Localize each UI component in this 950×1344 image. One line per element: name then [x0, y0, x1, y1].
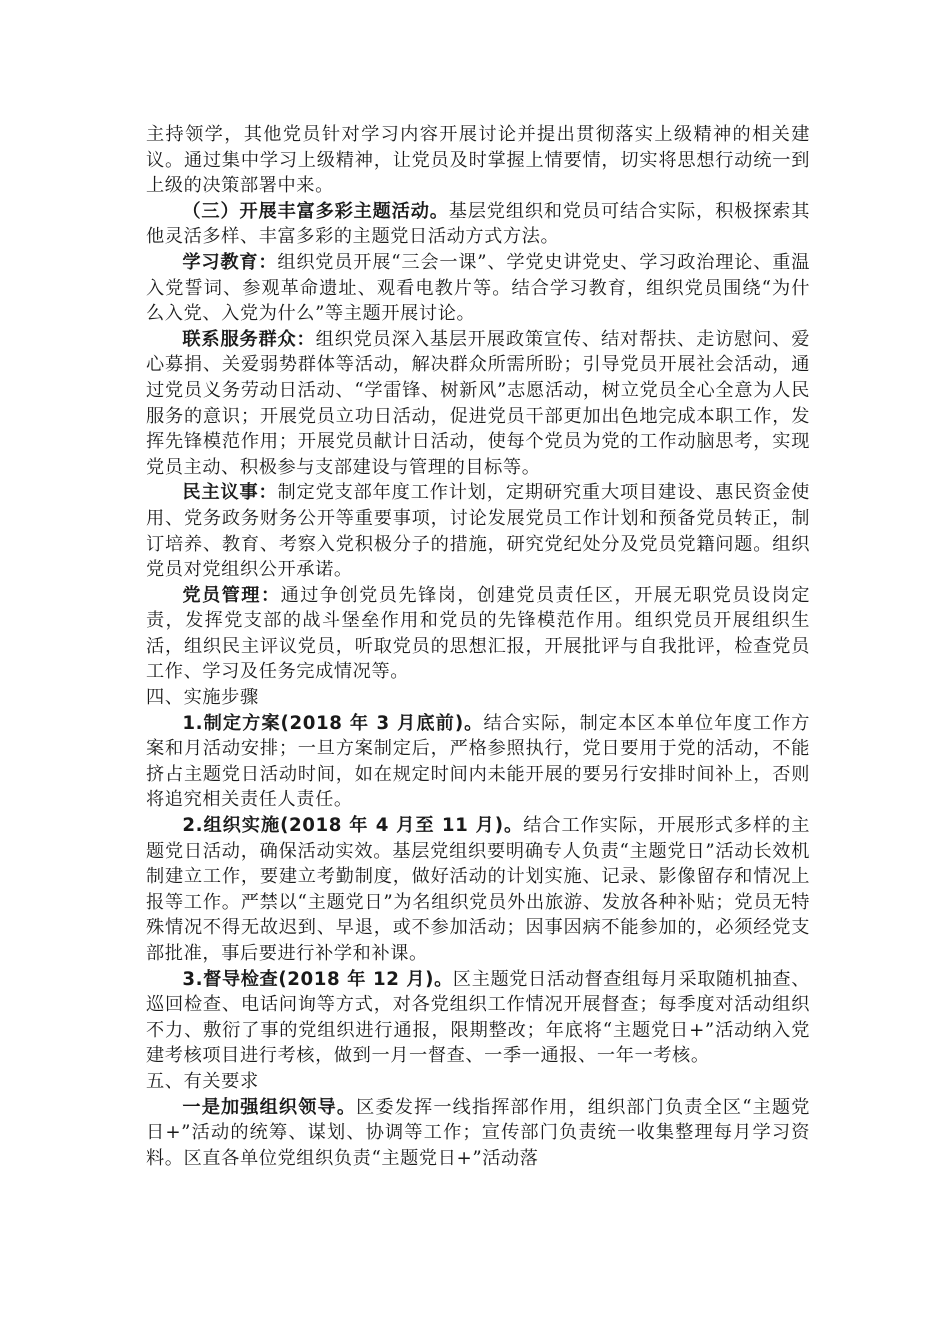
paragraph-lead: 3.督导检查(2018 年 12 月)。: [182, 968, 453, 990]
paragraph-study-education: [146, 250, 810, 327]
paragraph-text: 主持领学，其他党员针对学习内容开展讨论并提出贯彻落实上级精神的相关建议。通过集中学习上级精神，让党员及时掌握上情要情，切实将思想行动统一到上级的决策部署中来。: [146, 124, 810, 197]
paragraph-requirement-leadership: [146, 1095, 810, 1172]
paragraph-lead: （三）开展丰富多彩主题活动。: [182, 200, 449, 222]
paragraph-lead: 党员管理：: [182, 584, 281, 606]
paragraph-text: 通过争创党员先锋岗，创建党员责任区，开展无职党员设岗定责，发挥党支部的战斗堡垒作用和党员的先锋模范作用。组织党员开展组织生活，组织民主评议党员，听取党员的思想汇报，开展批评与自我批评，检查党员工作、学习及任务完成情况等。: [146, 584, 810, 683]
paragraph-serve-masses: [146, 327, 810, 481]
paragraph-step-inspect: [146, 967, 810, 1069]
paragraph-text: 区主题党日活动督查组每月采取随机抽查、巡回检查、电话问询等方式，对各党组织工作情况开展督查；每季度对活动组织不力、敷衍了事的党组织进行通报，限期整改；年底将“主题党日+”活动纳入党建考核项目进行考核，做到一月一督查、一季一通报、一年一考核。: [146, 968, 810, 1067]
document-page: [146, 122, 810, 1171]
section-heading-requirements: 五、有关要求: [146, 1070, 259, 1092]
paragraph-text: 组织党员开展“三会一课”、学党史讲党史、学习政治理论、重温入党誓词、参观革命遗址、观看电教片等。结合学习教育，组织党员围绕“为什么入党、入党为什么”等主题开展讨论。: [146, 251, 810, 325]
paragraph-step-implement: [146, 813, 810, 967]
section-heading-implementation: 四、实施步骤: [146, 687, 259, 709]
paragraph-lead: 2.组织实施(2018 年 4 月至 11 月)。: [182, 815, 524, 837]
paragraph-lead: 一是加强组织领导。: [182, 1096, 357, 1118]
paragraph-lead: 1.制定方案(2018 年 3 月底前)。: [182, 712, 484, 734]
paragraph-text: 区委发挥一线指挥部作用，组织部门负责全区“主题党日+”活动的统筹、谋划、协调等工作；宣传部门负责统一收集整理每月学习资料。区直各单位党组织负责“主题党日+”活动落: [146, 1096, 810, 1169]
paragraph-continuation: [146, 122, 810, 199]
paragraph-lead: 民主议事：: [182, 482, 278, 504]
paragraph-text: 基层党组织和党员可结合实际，积极探索其他灵活多样、丰富多彩的主题党日活动方式方法。: [146, 200, 810, 248]
paragraph-text: 组织党员深入基层开展政策宣传、结对帮扶、走访慰问、爱心募捐、关爱弱势群体等活动，解决群众所需所盼；引导党员开展社会活动，通过党员义务劳动日活动、“学雷锋、树新风”志愿活动，树立党员全心全意为人民服务的意识；开展党员立功日活动，促进党员干部更加出色地完成本职工作，发挥先锋模范作用；开展党员献计日活动，使每个党员为党的工作动脑思考，实现党员主动、积极参与支部建设与管理的目标等。: [146, 328, 810, 478]
paragraph-member-management: [146, 583, 810, 685]
paragraph-democratic-affairs: [146, 480, 810, 582]
paragraph-step-plan: [146, 711, 810, 813]
paragraph-themed-activities: [146, 199, 810, 250]
paragraph-text: 结合实际，制定本区本单位年度工作方案和月活动安排；一旦方案制定后，严格参照执行，党日要用于党的活动，不能挤占主题党日活动时间，如在规定时间内未能开展的要另行安排时间补上，否则将追究相关责任人责任。: [146, 712, 811, 811]
paragraph-text: 制定党支部年度工作计划，定期研究重大项目建设、惠民资金使用、党务政务财务公开等重要事项，讨论发展党员工作计划和预备党员转正，制订培养、教育、考察入党积极分子的措施，研究党纪处分及党员党籍问题。组织党员对党组织公开承诺。: [146, 482, 810, 581]
paragraph-lead: 学习教育：: [182, 251, 278, 273]
paragraph-lead: 联系服务群众：: [182, 328, 316, 350]
paragraph-text: 结合工作实际，开展形式多样的主题党日活动，确保活动实效。基层党组织要明确专人负责“主题党日”活动长效机制建立工作，要建立考勤制度，做好活动的计划实施、记录、影像留存和情况上报等工作。严禁以“主题党日”为名组织党员外出旅游、发放各种补贴；党员无特殊情况不得无故迟到、早退，或不参加活动；因事因病不能参加的，必须经党支部批准，事后要进行补学和补课。: [146, 815, 810, 964]
